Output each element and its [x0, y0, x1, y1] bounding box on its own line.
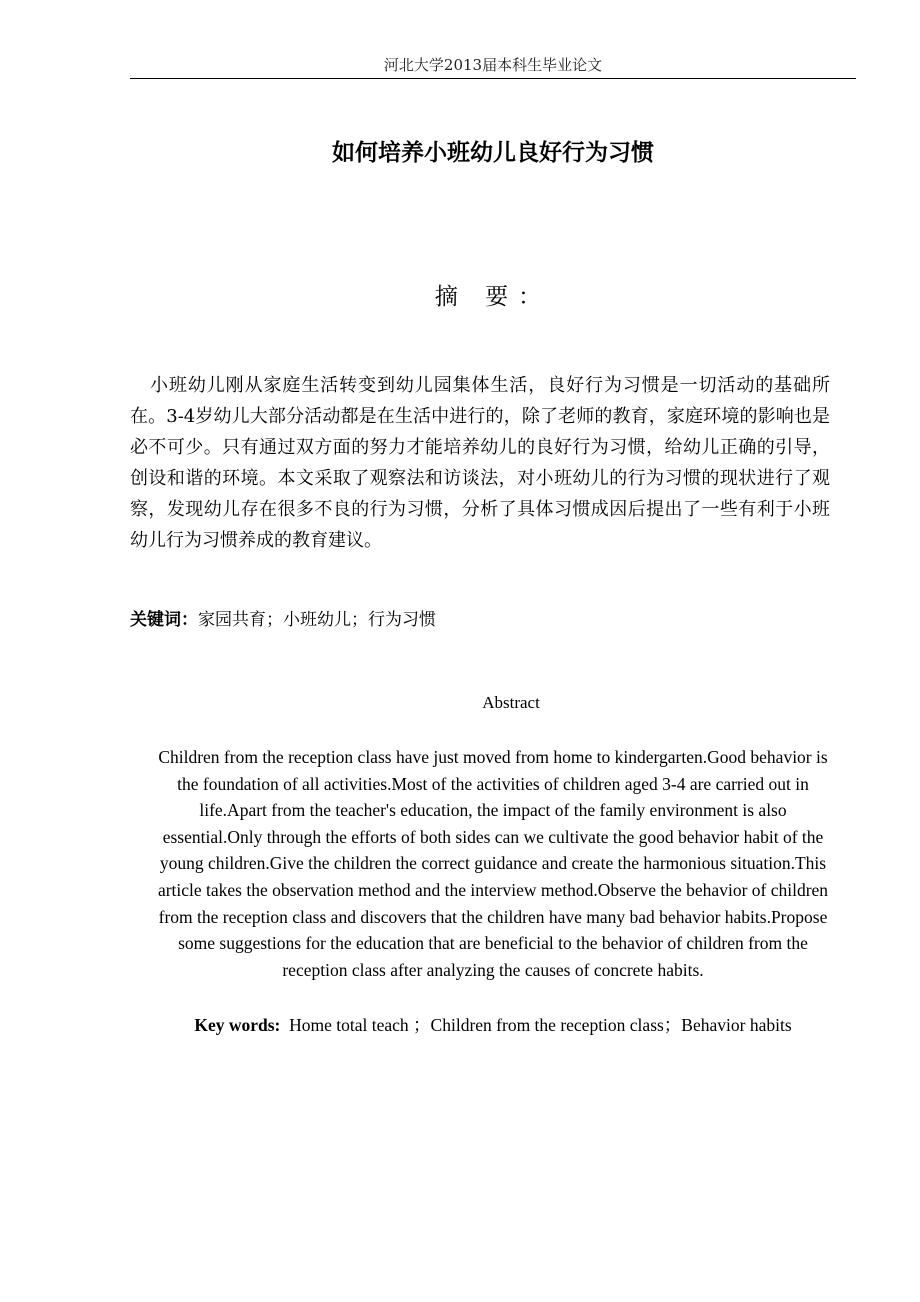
english-abstract-heading: Abstract — [482, 693, 540, 712]
chinese-abstract-body: 小班幼儿刚从家庭生活转变到幼儿园集体生活，良好行为习惯是一切活动的基础所在。3-4岁幼儿大部分活动都是在生活中进行的，除了老师的教育，家庭环境的影响也是必不可少。只有通过双方面的努力才能培养幼儿的良好行为习惯，给幼儿正确的引导，创设和谐的环境。本文采取了观察法和访谈法，对小班幼儿的行为习惯的现状进行了观察，发现幼儿存在很多不良的行为习惯，分析了具体习惯成因后提出了一些有利于小班幼儿行为习惯养成的教育建议。 — [130, 375, 830, 551]
english-abstract-line: reception class after analyzing the causes of concrete habits. — [282, 959, 704, 980]
english-keywords — [130, 1012, 856, 1038]
english-abstract-line: from the reception class and discovers that the children have many bad behavior habits.Propose — [158, 906, 828, 927]
english-keywords-value: Home total teach ；Children from the reception class；Behavior habits — [289, 1015, 792, 1035]
chinese-keywords-label: 关键词： — [130, 610, 198, 630]
english-abstract-line: essential.Only through the efforts of both sides can we cultivate the good behavior habit of the — [162, 826, 824, 847]
english-abstract-line: life.Apart from the teacher's education, the impact of the family environment is also — [199, 800, 787, 821]
chinese-abstract-heading: 摘 要： — [434, 284, 552, 310]
english-abstract-line: Children from the reception class have just moved from home to kindergarten.Good behavior is — [158, 747, 828, 767]
english-abstract-line: article takes the observation method and the interview method.Observe the behavior of children — [157, 879, 829, 900]
english-abstract-line: some suggestions for the education that are beneficial to the behavior of children from the — [178, 933, 808, 954]
header-divider — [130, 78, 856, 79]
english-abstract-body — [130, 744, 856, 983]
english-keywords-label: Key words: — [194, 1015, 281, 1035]
english-abstract-line: young children.Give the children the correct guidance and create the harmonious situation.This — [159, 853, 827, 874]
english-abstract-line: the foundation of all activities.Most of the activities of children aged 3-4 are carried out in — [177, 773, 809, 794]
thesis-title: 如何培养小班幼儿良好行为习惯 — [332, 140, 654, 166]
running-header: 河北大学2013届本科生毕业论文 — [383, 56, 603, 74]
chinese-keywords-value: 家园共育；小班幼儿；行为习惯 — [198, 610, 436, 630]
chinese-keywords — [130, 606, 830, 634]
